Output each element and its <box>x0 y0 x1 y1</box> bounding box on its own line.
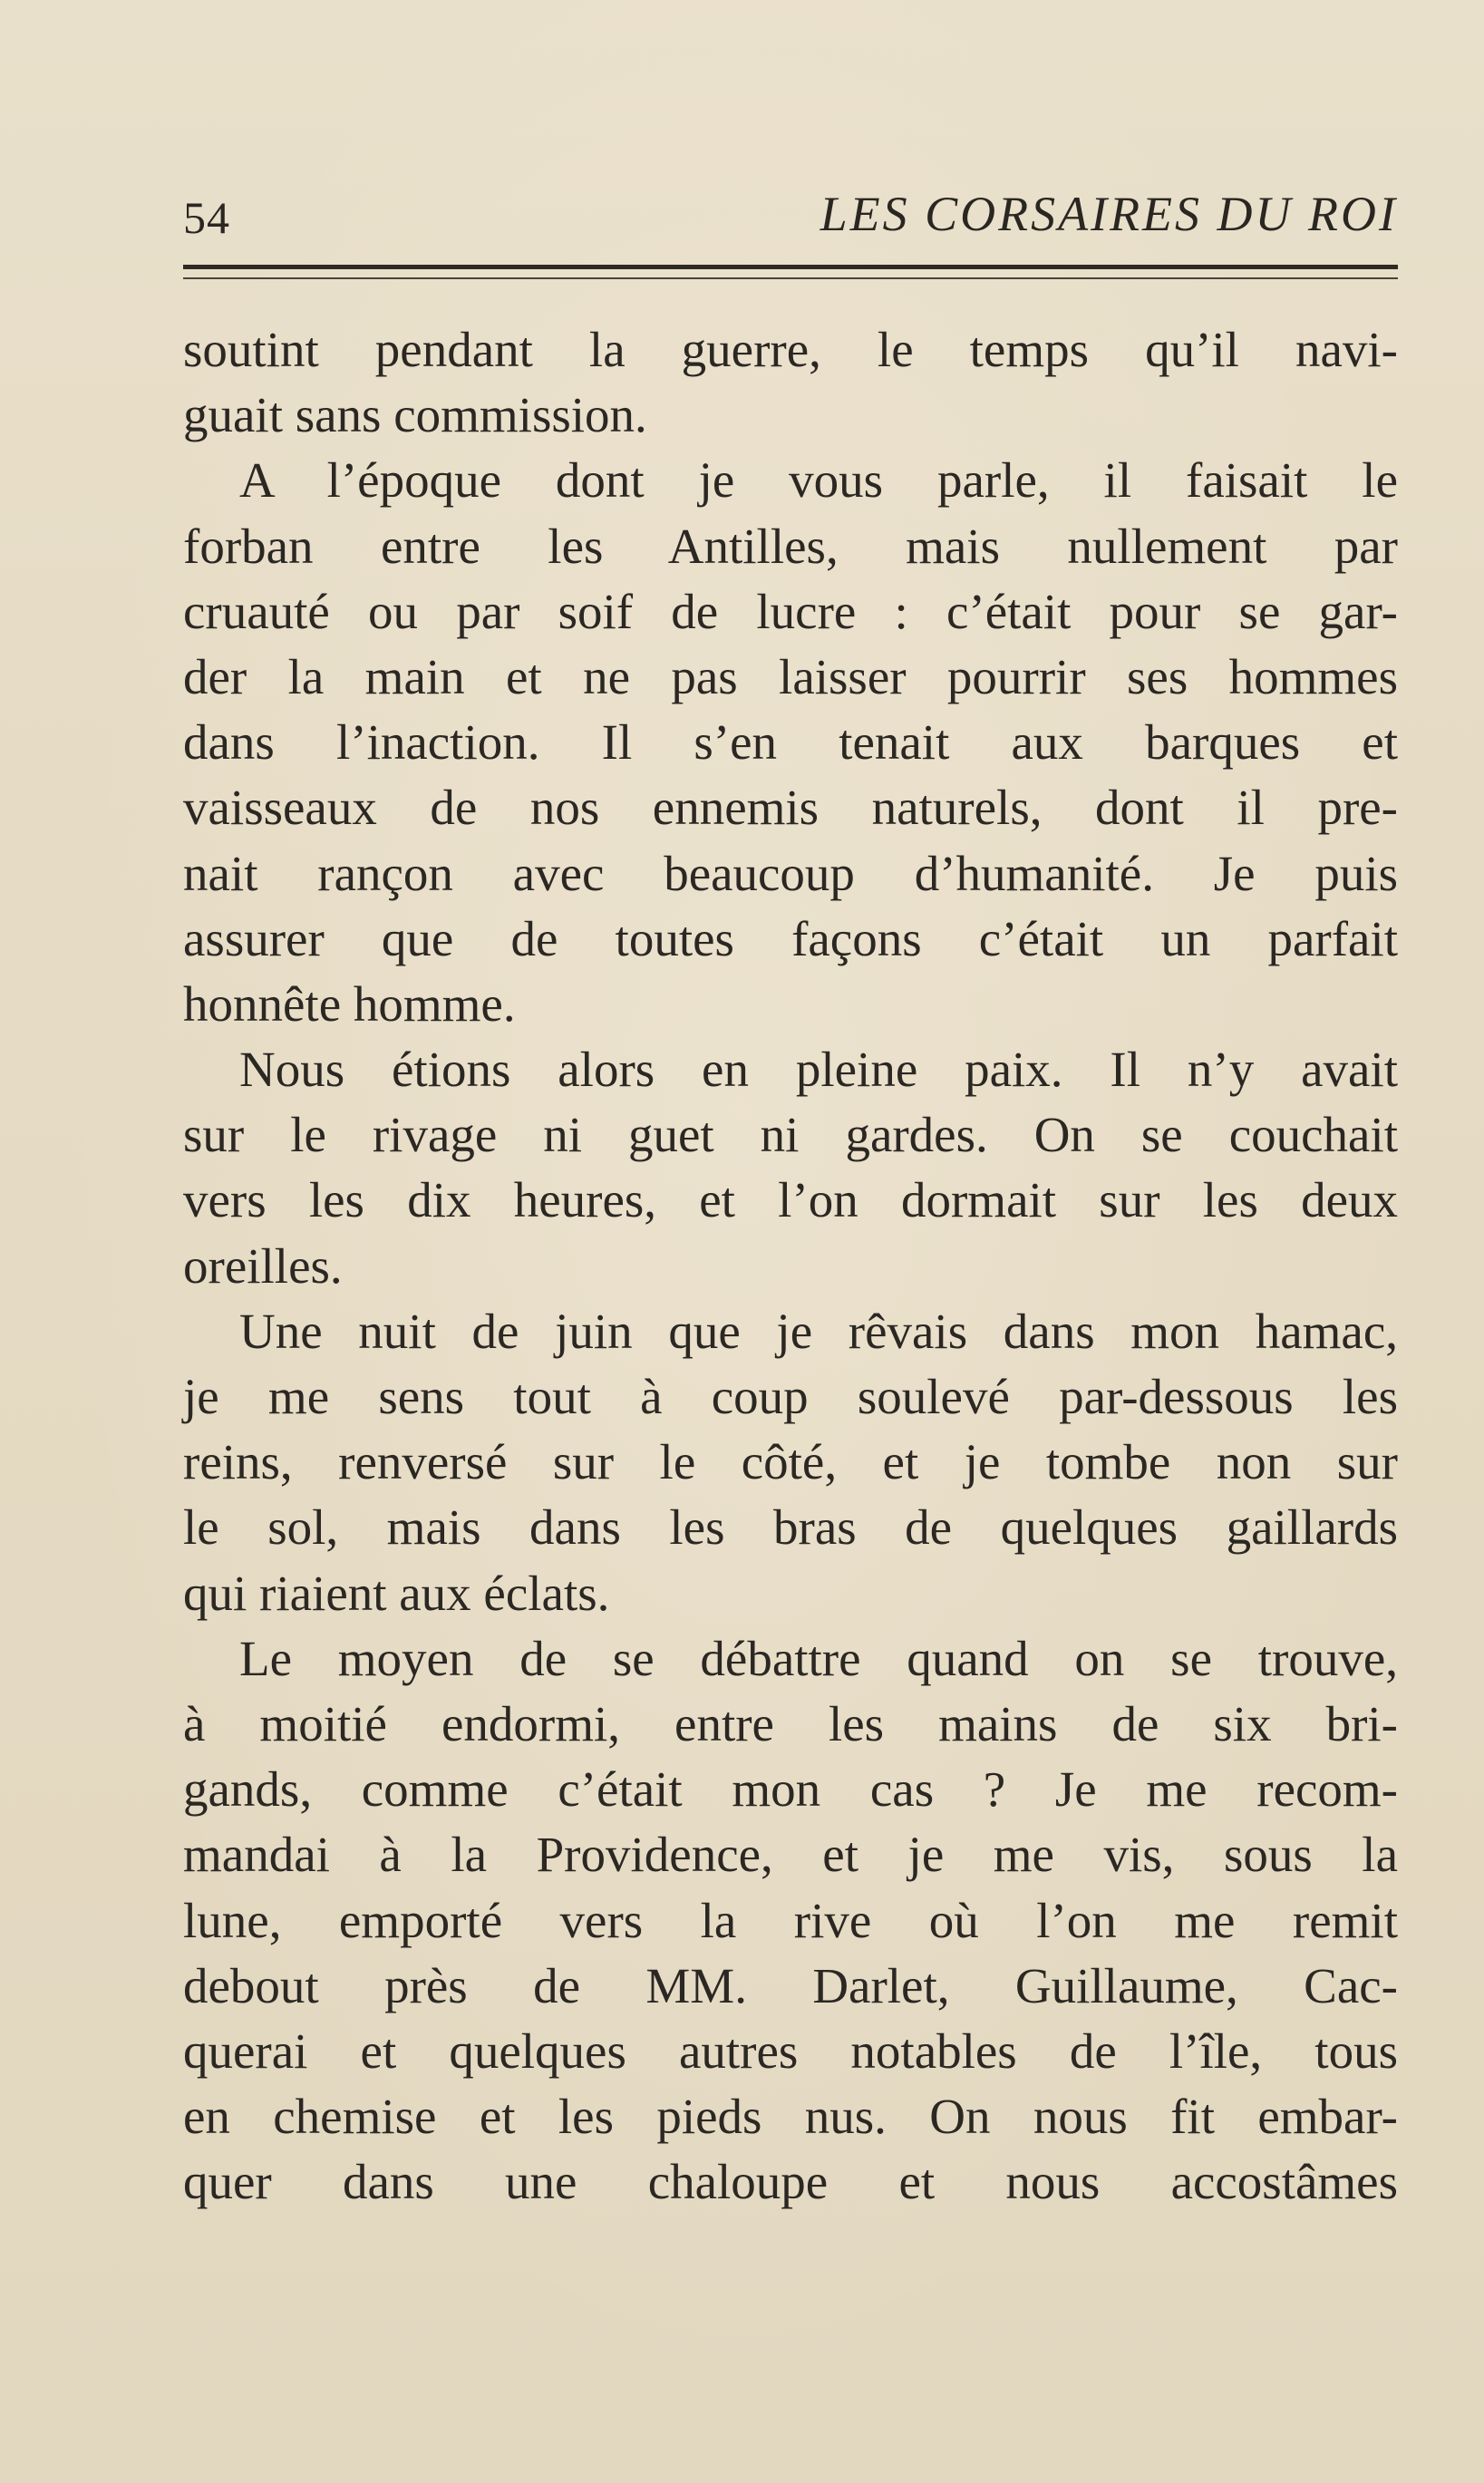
text-line: Nous étions alors en pleine paix. Il n’y avait <box>239 1042 1398 1098</box>
text-line: forban entre les Antilles, mais nullement par <box>183 518 1398 574</box>
text-line: dans l’inaction. Il s’en tenait aux barques et <box>183 714 1398 771</box>
text-line: le sol, mais dans les bras de quelques gaillards <box>183 1499 1398 1556</box>
text-line: debout près de MM. Darlet, Guillaume, Cac- <box>183 1957 1398 2013</box>
text-line: Une nuit de juin que je rêvais dans mon hamac, <box>239 1303 1398 1359</box>
text-line: guait sans commission. <box>183 387 647 443</box>
text-line: lune, emporté vers la rive où l’on me remit <box>183 1892 1398 1948</box>
text-line: gands, comme c’était mon cas ? Je me recom- <box>183 1761 1398 1818</box>
page-number: 54 <box>183 192 230 243</box>
body-text <box>183 317 1398 2215</box>
text-line: reins, renversé sur le côté, et je tombe non sur <box>183 1434 1398 1490</box>
text-line: en chemise et les pieds nus. On nous fit embar- <box>183 2089 1398 2145</box>
text-line: je me sens tout à coup soulevé par-dessous les <box>183 1369 1398 1424</box>
text-line: cruauté ou par soif de lucre : c’était pour se gar- <box>183 583 1398 639</box>
text-line: vaisseaux de nos ennemis naturels, dont il pre- <box>183 780 1398 836</box>
running-title: LES CORSAIRES DU ROI <box>820 187 1398 241</box>
text-line: soutint pendant la guerre, le temps qu’il navi- <box>183 322 1398 377</box>
text-line: querai et quelques autres notables de l’île, tous <box>183 2022 1398 2079</box>
text-line: quer dans une chaloupe et nous accostâmes <box>183 2154 1398 2210</box>
text-line: mandai à la Providence, et je me vis, sous la <box>183 1827 1398 1883</box>
text-line: assurer que de toutes façons c’était un parfait <box>183 910 1398 966</box>
page-header <box>183 186 1398 249</box>
text-line: qui riaient aux éclats. <box>183 1565 610 1621</box>
header-rule <box>183 265 1398 269</box>
header-rule-thin <box>183 277 1398 279</box>
text-line: A l’époque dont je vous parle, il faisait le <box>239 452 1398 509</box>
text-line: oreilles. <box>183 1237 343 1294</box>
text-line: à moitié endormi, entre les mains de six bri- <box>183 1695 1398 1751</box>
text-line: honnête homme. <box>183 975 516 1032</box>
text-line: der la main et ne pas laisser pourrir ses hommes <box>183 648 1398 704</box>
text-line: vers les dix heures, et l’on dormait sur les deux <box>183 1172 1398 1228</box>
text-line: nait rançon avec beaucoup d’humanité. Je puis <box>183 845 1398 901</box>
text-line: Le moyen de se débattre quand on se trouve, <box>239 1630 1398 1686</box>
text-line: sur le rivage ni guet ni gardes. On se couchait <box>183 1107 1398 1163</box>
